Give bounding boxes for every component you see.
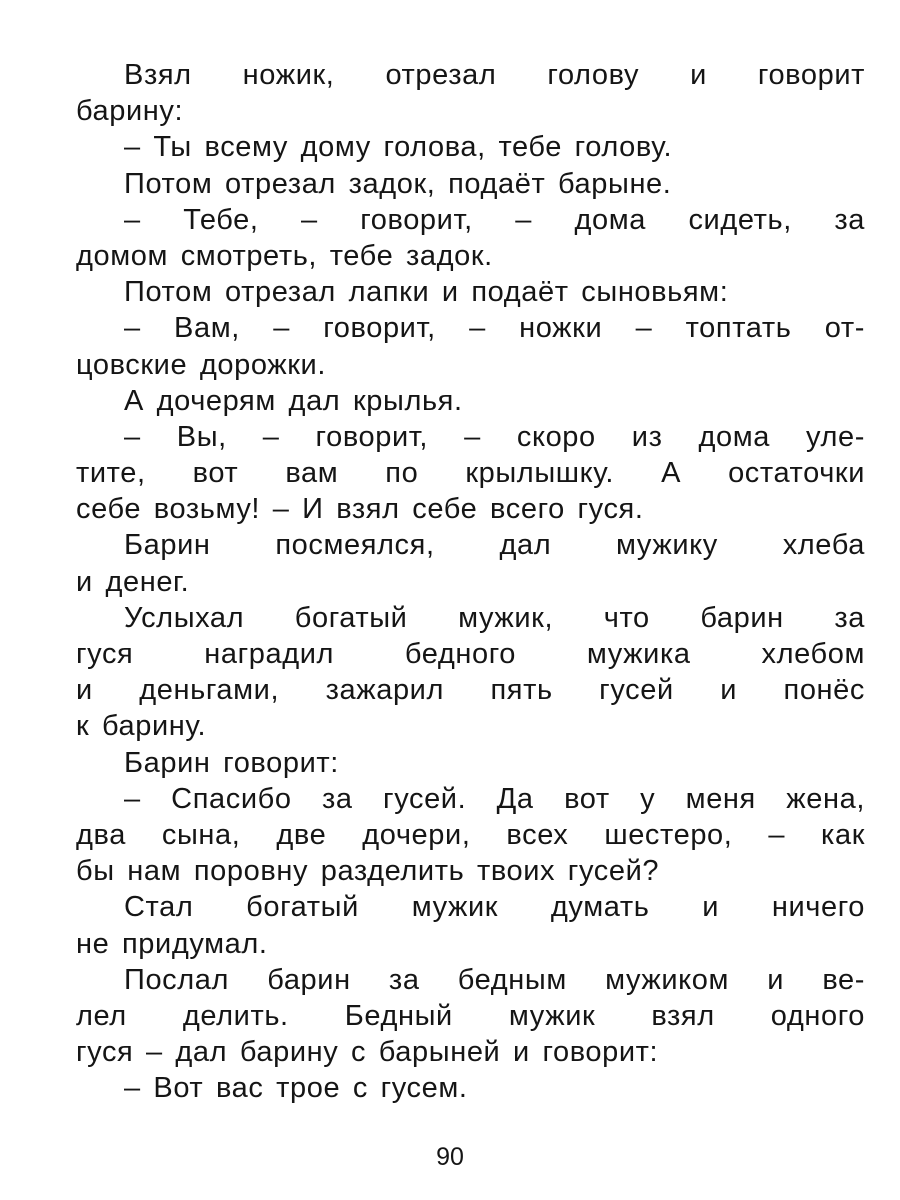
text-line: – Вы, – говорит, – скоро из дома уле- (124, 420, 865, 453)
text-line: барину: (76, 95, 184, 128)
paragraph (76, 781, 865, 890)
text-line: Послал барин за бедным мужиком и ве- (124, 963, 865, 996)
text-line: и денег. (76, 565, 190, 598)
paragraph (76, 383, 865, 419)
paragraph (76, 889, 865, 961)
text-line: – Спасибо за гусей. Да вот у меня жена, (124, 782, 865, 815)
text-line: лел делить. Бедный мужик взял одного (76, 999, 865, 1032)
text-line: Услыхал богатый мужик, что барин за (124, 601, 865, 634)
paragraph (76, 527, 865, 599)
text-line: гуся – дал барину с барыней и говорит: (76, 1036, 659, 1069)
text-line: Взял ножик, отрезал голову и говорит (124, 59, 865, 91)
paragraph (76, 166, 865, 202)
text-line: не придумал. (76, 927, 268, 960)
paragraph (76, 600, 865, 745)
text-line: Потом отрезал задок, подаёт барыне. (124, 167, 672, 200)
page-number: 90 (436, 1143, 464, 1171)
text-line: Потом отрезал лапки и подаёт сыновьям: (124, 276, 729, 309)
paragraph (76, 57, 865, 129)
text-line: Барин говорит: (124, 746, 339, 779)
text-line: Стал богатый мужик думать и ничего (124, 891, 865, 924)
paragraph (76, 202, 865, 274)
text-line: – Тебе, – говорит, – дома сидеть, за (124, 203, 865, 236)
paragraph (76, 745, 865, 781)
text-line: к барину. (76, 710, 207, 743)
text-line: цовские дорожки. (76, 348, 326, 381)
text-line: себе возьму! – И взял себе всего гуся. (76, 493, 644, 526)
text-line: два сына, две дочери, всех шестеро, – как (76, 818, 865, 851)
text-line: – Вам, – говорит, – ножки – топтать от- (124, 312, 865, 345)
text-line: гуся наградил бедного мужика хлебом (76, 638, 865, 670)
text-line: – Ты всему дому голова, тебе голову. (124, 131, 673, 164)
page-body-text (76, 57, 865, 1106)
paragraph (76, 962, 865, 1071)
paragraph (76, 1070, 865, 1106)
paragraph (76, 310, 865, 382)
paragraph (76, 129, 865, 165)
text-line: А дочерям дал крылья. (124, 384, 463, 417)
text-line: бы нам поровну разделить твоих гусей? (76, 855, 660, 888)
text-line: домом смотреть, тебе задок. (76, 239, 493, 272)
text-line: тите, вот вам по крылышку. А остаточки (76, 457, 865, 490)
paragraph (76, 419, 865, 528)
text-line: и деньгами, зажарил пять гусей и понёс (76, 674, 865, 707)
text-line: – Вот вас трое с гусем. (124, 1072, 468, 1105)
paragraph (76, 274, 865, 310)
text-line: Барин посмеялся, дал мужику хлеба (124, 529, 865, 562)
